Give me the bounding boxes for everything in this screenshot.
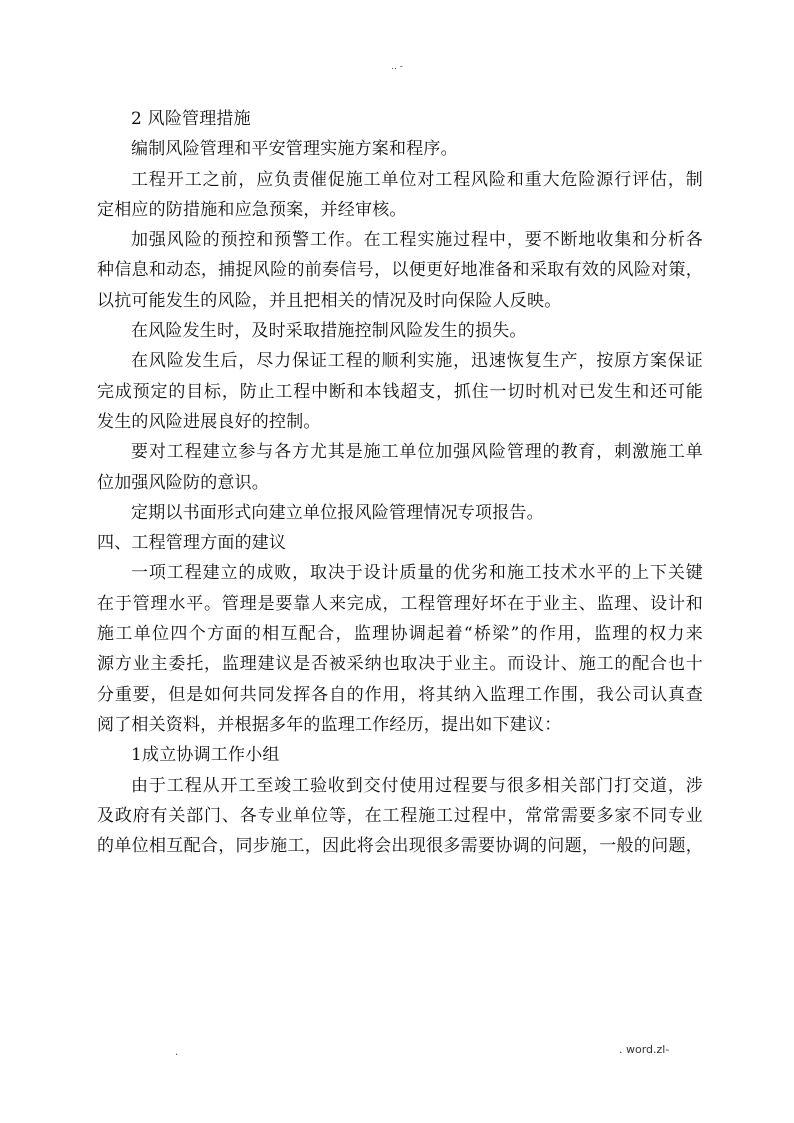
- paragraph-line: 完成预定的目标，防止工程中断和本钱超支，抓住一切时机对已发生和还可能: [97, 381, 703, 402]
- paragraph-line: 在风险发生后，尽力保证工程的顺利实施，迅速恢复生产，按原方案保证: [131, 351, 703, 372]
- subheading-coordination-group: 1成立协调工作小组: [131, 745, 280, 766]
- paragraph-line: 阅了相关资料，并根据多年的监理工作经历，提出如下建议：: [97, 714, 562, 735]
- document-body: [97, 104, 703, 861]
- paragraph-line: 源方业主委托，监理建议是否被采纳也取决于业主。而设计、施工的配合也十: [97, 654, 703, 675]
- paragraph-line: 一项工程建立的成败，取决于设计质量的优劣和施工技术水平的上下关键: [131, 563, 703, 584]
- paragraph-line: 发生的风险进展良好的控制。: [97, 411, 321, 432]
- paragraph-line: 及政府有关部门、各专业单位等，在工程施工过程中，常常需要多家不同专业: [97, 805, 703, 826]
- paragraph-line: 要对工程建立参与各方尤其是施工单位加强风险管理的教育，刺激施工单: [131, 442, 703, 463]
- paragraph-line: 加强风险的预控和预警工作。在工程实施过程中，要不断地收集和分析各: [131, 230, 703, 251]
- paragraph-line: 以抗可能发生的风险，并且把相关的情况及时向保险人反映。: [97, 290, 562, 311]
- paragraph-line: 位加强风险防的意识。: [97, 472, 269, 493]
- paragraph-line: 种信息和动态，捕捉风险的前奏信号，以便更好地准备和采取有效的风险对策，: [97, 260, 703, 281]
- footer-left-mark: .: [175, 1047, 179, 1058]
- paragraph-line: 定相应的防措施和应急预案，并经审核。: [97, 199, 407, 220]
- paragraph-line: 编制风险管理和平安管理实施方案和程序。: [131, 139, 458, 160]
- paragraph-line: 施工单位四个方面的相互配合，监理协调起着“桥梁”的作用，监理的权力来: [97, 624, 703, 645]
- paragraph-line: 工程开工之前，应负责催促施工单位对工程风险和重大危险源行评估，制: [131, 169, 703, 190]
- header-mark: .. -: [391, 62, 403, 72]
- paragraph-line: 由于工程从开工至竣工验收到交付使用过程要与很多相关部门打交道，涉: [131, 775, 703, 796]
- paragraph-line: 的单位相互配合，同步施工，因此将会出现很多需要协调的问题，一般的问题，: [97, 836, 703, 857]
- footer-source-mark: . word.zl-: [619, 1043, 670, 1056]
- paragraph-line: 分重要，但是如何共同发挥各自的作用，将其纳入监理工作围，我公司认真查: [97, 684, 703, 705]
- paragraph-line: 在于管理水平。管理是要靠人来完成，工程管理好坏在于业主、监理、设计和: [97, 593, 703, 614]
- subheading-risk-measures: 2 风险管理措施: [131, 109, 251, 129]
- paragraph-line: 在风险发生时，及时采取措施控制风险发生的损失。: [131, 321, 527, 342]
- section-heading-management-advice: 四、工程管理方面的建议: [97, 533, 287, 554]
- paragraph-line: 定期以书面形式向建立单位报风险管理情况专项报告。: [131, 502, 544, 523]
